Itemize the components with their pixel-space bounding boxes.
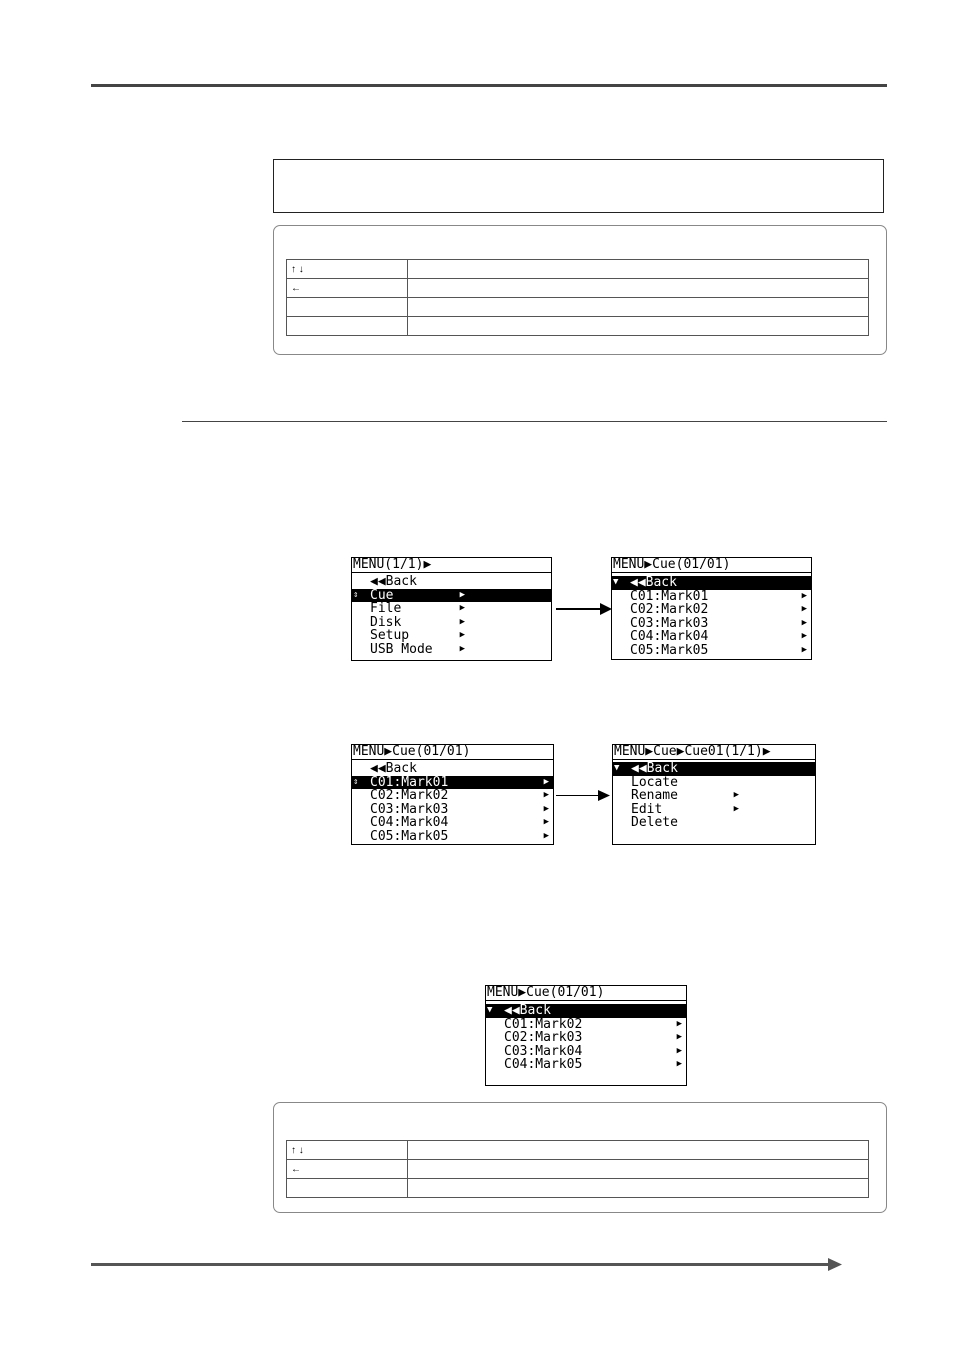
lcd-row-setup — [352, 629, 551, 643]
lcd-row-back — [612, 576, 811, 590]
lcd-cue-sub — [612, 744, 816, 845]
lcd-item-label: Rename — [631, 788, 678, 804]
lcd-title: MENU▶Cue(01/01) — [486, 986, 686, 1001]
lcd-row-usb — [352, 643, 551, 657]
down-icon: ▼ — [613, 577, 619, 587]
lcd-row-back — [486, 1004, 686, 1018]
list-item — [352, 830, 553, 844]
chevron-right-icon: ▶ — [676, 1059, 682, 1070]
desc-cell — [408, 279, 869, 298]
list-item — [613, 776, 815, 790]
lcd-title: MENU▶Cue▶Cue01(1/1)▶ — [613, 745, 815, 760]
chevron-right-icon: ▶ — [676, 1032, 682, 1043]
table-row — [287, 1160, 869, 1179]
lcd-item-label: C03:Mark03 — [370, 801, 449, 817]
key-cell: ↑ ↓ — [287, 260, 408, 279]
chevron-right-icon: ▶ — [543, 776, 549, 787]
chevron-right-icon: ▶ — [676, 1045, 682, 1056]
key-table-2 — [286, 1140, 869, 1198]
lcd-item-label: Setup — [370, 628, 410, 644]
lcd-item-label: ◀◀Back — [631, 761, 678, 776]
continue-arrow-icon — [828, 1258, 842, 1271]
chevron-right-icon: ▶ — [801, 604, 807, 615]
section-rule — [182, 421, 887, 422]
key-cell — [287, 298, 408, 317]
lcd-item-label: USB Mode — [370, 641, 433, 657]
chevron-right-icon: ▶ — [543, 817, 549, 828]
scroll-icon: ⇕ — [353, 776, 359, 787]
list-item — [613, 803, 815, 817]
chevron-right-icon: ▶ — [543, 830, 549, 841]
lcd-cue-list-b — [351, 744, 554, 845]
list-item — [352, 789, 553, 803]
lcd-item-label: C01:Mark02 — [504, 1016, 583, 1032]
lcd-item-label: ◀◀Back — [370, 761, 417, 776]
lcd-item-label: C02:Mark02 — [370, 788, 449, 804]
lcd-item-label: Locate — [631, 774, 678, 790]
lcd-row-file — [352, 602, 551, 616]
top-rule — [91, 84, 887, 87]
flow-arrow-line — [556, 795, 604, 796]
lcd-item-label: C01:Mark01 — [370, 774, 449, 790]
list-item — [352, 816, 553, 830]
lcd-item-label: C05:Mark05 — [370, 828, 449, 844]
chevron-right-icon: ▶ — [801, 631, 807, 642]
lcd-title: MENU▶Cue(01/01) — [612, 558, 811, 573]
desc-cell — [408, 1179, 869, 1198]
chevron-right-icon: ▶ — [459, 603, 465, 614]
table-row — [287, 1179, 869, 1198]
desc-cell — [408, 260, 869, 279]
desc-cell — [408, 1160, 869, 1179]
list-item — [613, 816, 815, 830]
table-row — [287, 317, 869, 336]
chevron-right-icon: ▶ — [459, 589, 465, 600]
list-item — [613, 789, 815, 803]
table-row — [287, 279, 869, 298]
lcd-item-label: ◀◀Back — [370, 574, 417, 589]
lcd-item-label: C03:Mark03 — [630, 615, 709, 631]
desc-cell — [408, 317, 869, 336]
lcd-item-label: Delete — [631, 815, 678, 831]
list-item — [486, 1058, 686, 1072]
list-item — [486, 1031, 686, 1045]
lcd-row-back — [352, 762, 553, 776]
lcd-item-label: C04:Mark05 — [504, 1057, 583, 1073]
chevron-right-icon: ▶ — [801, 644, 807, 655]
chevron-right-icon: ▶ — [801, 617, 807, 628]
list-item — [612, 630, 811, 644]
desc-cell — [408, 1141, 869, 1160]
table-row — [287, 298, 869, 317]
key-cell — [287, 1179, 408, 1198]
down-icon: ▼ — [614, 763, 620, 773]
scroll-icon: ⇕ — [353, 589, 359, 600]
lcd-cue-list-a — [611, 557, 812, 660]
chevron-right-icon: ▶ — [801, 590, 807, 601]
key-cell — [287, 317, 408, 336]
lcd-cue-after-delete — [485, 985, 687, 1086]
flow-arrow-line — [556, 608, 603, 610]
lcd-item-label: Disk — [370, 614, 402, 630]
desc-cell — [408, 298, 869, 317]
chevron-right-icon: ▶ — [459, 630, 465, 641]
lcd-menu-top — [351, 557, 552, 661]
list-item — [612, 644, 811, 658]
list-item — [486, 1018, 686, 1032]
list-item — [486, 1045, 686, 1059]
key-table-1 — [286, 259, 869, 336]
table-row — [287, 260, 869, 279]
chevron-right-icon: ▶ — [733, 803, 739, 814]
arrow-right-icon — [598, 790, 610, 801]
lcd-item-label: C04:Mark04 — [370, 815, 449, 831]
lcd-item-label: C02:Mark03 — [504, 1030, 583, 1046]
down-icon: ▼ — [487, 1005, 493, 1015]
list-item — [612, 590, 811, 604]
lcd-item-label: C03:Mark04 — [504, 1043, 583, 1059]
lcd-item-label: C05:Mark05 — [630, 642, 709, 658]
lcd-item-label: C01:Mark01 — [630, 588, 709, 604]
chevron-right-icon: ▶ — [543, 803, 549, 814]
lcd-title: MENU▶Cue(01/01) — [352, 745, 553, 760]
lcd-item-label: Cue — [370, 587, 394, 603]
key-cell: ← — [287, 1160, 408, 1179]
lcd-row-back — [352, 575, 551, 589]
chevron-right-icon: ▶ — [733, 790, 739, 801]
note-box — [273, 159, 884, 213]
list-item — [612, 603, 811, 617]
lcd-item-label: File — [370, 601, 402, 617]
lcd-item-label: C02:Mark02 — [630, 602, 709, 618]
table-row — [287, 1141, 869, 1160]
lcd-item-label: ◀◀Back — [504, 1003, 551, 1018]
lcd-title: MENU(1/1)▶ — [352, 558, 551, 573]
list-item — [352, 803, 553, 817]
chevron-right-icon: ▶ — [543, 790, 549, 801]
lcd-row-cue — [352, 589, 551, 603]
lcd-row-back — [613, 762, 815, 776]
lcd-item-label: C04:Mark04 — [630, 629, 709, 645]
lcd-row-disk — [352, 616, 551, 630]
lcd-item-label: Edit — [631, 801, 663, 817]
continue-line — [91, 1263, 831, 1266]
list-item — [612, 617, 811, 631]
chevron-right-icon: ▶ — [459, 643, 465, 654]
list-item — [352, 776, 553, 790]
key-cell: ← — [287, 279, 408, 298]
lcd-item-label: ◀◀Back — [630, 575, 677, 590]
key-cell: ↑ ↓ — [287, 1141, 408, 1160]
chevron-right-icon: ▶ — [459, 616, 465, 627]
chevron-right-icon: ▶ — [676, 1018, 682, 1029]
